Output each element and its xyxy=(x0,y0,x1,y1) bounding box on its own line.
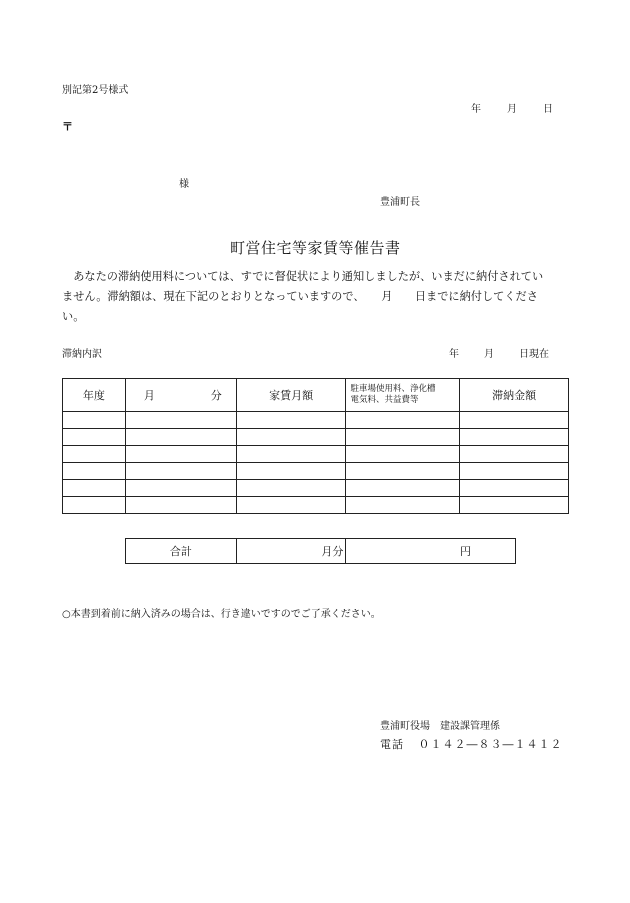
page-title: 町営住宅等家賃等催告書 xyxy=(230,239,401,257)
table-cell[interactable] xyxy=(346,446,460,463)
contact-phone: ０１４２―８３―１４１２ xyxy=(418,738,563,751)
total-label: 合計 xyxy=(126,539,237,564)
table-cell[interactable] xyxy=(63,480,126,497)
table-row xyxy=(63,463,569,480)
table-cell[interactable] xyxy=(125,429,236,446)
table-row xyxy=(63,497,569,514)
contact-office: 豊浦町役場 建設課管理係 xyxy=(380,721,500,732)
table-cell[interactable] xyxy=(63,412,126,429)
table-row xyxy=(63,429,569,446)
table-cell[interactable] xyxy=(236,412,346,429)
table-cell[interactable] xyxy=(460,497,569,514)
sender: 豊浦町長 xyxy=(380,197,420,208)
body-line: あなたの滞納使用料については、すでに督促状により通知しましたが、いまだに納付されてい xyxy=(62,270,544,283)
notice: ○本書到着前に納入済みの場合は、行き違いですのでご了承ください。 xyxy=(62,609,381,620)
date-day: 日 xyxy=(543,104,553,115)
table-cell[interactable] xyxy=(236,429,346,446)
body-line: ません。滞納額は、現在下記のとおりとなっていますので、 月 日までに納付してくださ xyxy=(62,290,538,303)
table-cell[interactable] xyxy=(63,429,126,446)
table-cell[interactable] xyxy=(63,463,126,480)
table-row xyxy=(63,480,569,497)
total-months: 月分 xyxy=(321,545,344,558)
date-year: 年 xyxy=(471,104,481,115)
contact-phone-line xyxy=(380,736,563,752)
table-cell[interactable] xyxy=(460,480,569,497)
body-line: い。 xyxy=(62,310,85,323)
addressee-suffix: 様 xyxy=(179,179,189,190)
header-fees-line1: 駐車場使用料、浄化槽 xyxy=(350,384,436,394)
body-paragraph xyxy=(62,267,570,327)
table-cell[interactable] xyxy=(236,480,346,497)
table-cell[interactable] xyxy=(346,497,460,514)
table-cell[interactable] xyxy=(460,412,569,429)
header-portion-label: 分 xyxy=(210,389,222,402)
table-cell[interactable] xyxy=(63,497,126,514)
total-amount-cell[interactable] xyxy=(346,539,516,564)
table-cell[interactable] xyxy=(63,446,126,463)
header-fees-line2: 電気料、共益費等 xyxy=(350,395,419,405)
total-row xyxy=(126,539,516,564)
postal-mark: 〒 xyxy=(62,120,73,133)
date-month: 月 xyxy=(507,104,517,115)
table-cell[interactable] xyxy=(125,446,236,463)
header-arrears: 滞納金額 xyxy=(460,379,569,412)
table-cell[interactable] xyxy=(125,412,236,429)
table-cell[interactable] xyxy=(125,463,236,480)
table-cell[interactable] xyxy=(236,463,346,480)
table-cell[interactable] xyxy=(236,446,346,463)
table-row xyxy=(63,412,569,429)
total-currency: 円 xyxy=(460,545,471,558)
header-fiscal-year: 年度 xyxy=(63,379,126,412)
header-month xyxy=(125,379,236,412)
contact-phone-label: 電話 xyxy=(380,738,404,751)
header-fees xyxy=(346,379,460,412)
table-row xyxy=(63,446,569,463)
table-cell[interactable] xyxy=(460,429,569,446)
table-header-row xyxy=(63,379,569,412)
table-cell[interactable] xyxy=(346,429,460,446)
table-cell[interactable] xyxy=(460,446,569,463)
breakdown-as-of: 日現在 xyxy=(519,349,549,360)
table-cell[interactable] xyxy=(346,480,460,497)
table-cell[interactable] xyxy=(125,497,236,514)
table-cell[interactable] xyxy=(236,497,346,514)
arrears-table xyxy=(62,378,569,514)
breakdown-month: 月 xyxy=(484,349,494,360)
form-label: 別記第2号様式 xyxy=(62,85,129,96)
total-table xyxy=(125,538,516,564)
header-rent: 家賃月額 xyxy=(236,379,346,412)
breakdown-year: 年 xyxy=(449,349,459,360)
table-cell[interactable] xyxy=(125,480,236,497)
total-months-cell[interactable] xyxy=(236,539,346,564)
table-cell[interactable] xyxy=(346,412,460,429)
breakdown-label: 滞納内訳 xyxy=(62,349,102,360)
table-cell[interactable] xyxy=(346,463,460,480)
table-cell[interactable] xyxy=(460,463,569,480)
header-month-label: 月 xyxy=(143,389,155,402)
